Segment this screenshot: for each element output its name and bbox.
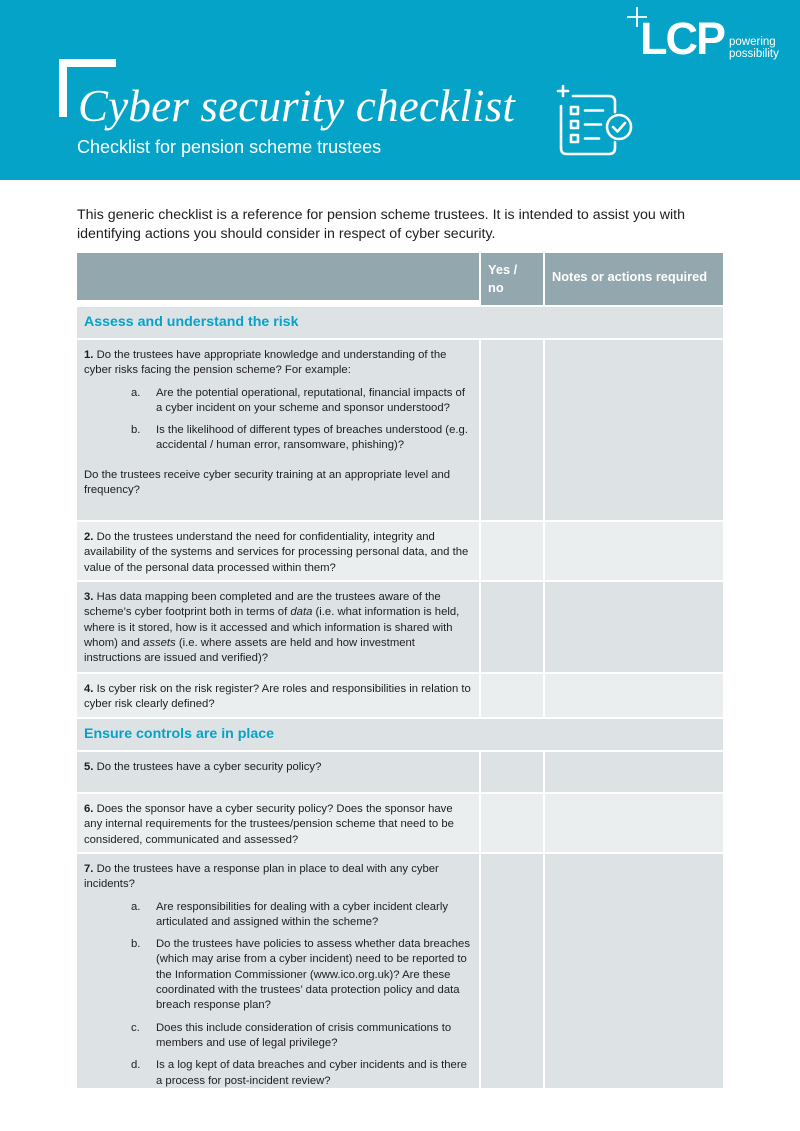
section-title: Assess and understand the risk [84,314,299,330]
page-subtitle: Checklist for pension scheme trustees [77,137,382,157]
sub-question: d. Is a log kept of data breaches and cyber incidents and is there a process for post-incident review? [131,1059,467,1087]
sub-question: a. Are the potential operational, reputational, financial impacts of a cyber incident on your scheme and sponsor understood? [131,386,465,414]
question-column-header [77,253,479,300]
notes-field[interactable] [545,854,723,1088]
yes-no-field[interactable] [481,794,543,852]
notes-field[interactable] [545,794,723,852]
notes-field[interactable] [545,582,723,672]
lcp-logo: LCP [640,13,724,64]
yes-no-field[interactable] [481,674,543,717]
question-cell: 1. Do the trustees have appropriate knowledge and understanding of the cyber risks facing the pension scheme? For example: a. Are the potential operational, reputational, financial impacts of a cyber incident on your scheme and sponsor understood? b. Is the likelihood of different types of breaches understood (e.g. accidental / human error, ransomware, phishing)? Do the trustees receive cyber security training at an appropriate level and frequency? [77,340,479,520]
sub-question: b. Is the likelihood of different types of breaches understood (e.g. accidental / human error, ransomware, phishing)? [131,424,468,452]
question-cell: 3. Has data mapping been completed and are the trustees aware of the scheme’s cyber footprint both in terms of data (i.e. what information is held, where is it stored, how is it accessed and which information is shared with whom) and assets (i.e. where assets are held and how investment instructions are issued and verified)? [77,582,479,672]
table-row [77,340,723,522]
logo-tagline: powering possibility [729,36,779,60]
yes-no-field[interactable] [481,854,543,1088]
table-row [77,854,723,1090]
section-header-row [77,719,723,752]
notes-field[interactable] [545,674,723,717]
table-header-row [77,253,723,307]
checklist-table [77,253,723,1090]
yes-no-field[interactable] [481,752,543,792]
yes-no-field[interactable] [481,340,543,520]
table-row [77,582,723,674]
page-title: Cyber security checklist [78,81,516,131]
table-row [77,674,723,719]
notes-field[interactable] [545,522,723,580]
question-cell: 2. Do the trustees understand the need for confidentiality, integrity and availability of the systems and services for processing personal data, and the value of the personal data processed within them? [77,522,479,580]
section-header-row [77,307,723,340]
table-row [77,522,723,582]
question-cell: 6. Does the sponsor have a cyber security policy? Does the sponsor have any internal requirements for the trustees/pension scheme that need to be considered, communicated and assessed? [77,794,479,852]
sub-question: c. Does this include consideration of crisis communications to members and use of legal privilege? [131,1021,452,1049]
table-row [77,752,723,794]
section-title: Ensure controls are in place [84,726,275,742]
question-cell: 5. Do the trustees have a cyber security policy? [77,752,479,792]
question-cell: 4. Is cyber risk on the risk register? Are roles and responsibilities in relation to cyber risk clearly defined? [77,674,479,717]
header-banner [0,0,800,180]
yes-no-field[interactable] [481,522,543,580]
table-row [77,794,723,854]
sub-question: b. Do the trustees have policies to assess whether data breaches (which may arise from a cyber incident) need to be reported to the Information Commissioner (www.ico.org.uk)? Are these coordinated with the trustees’ data protection policy and data breach response plan? [131,938,470,1012]
checklist-icon [553,84,635,158]
notes-field[interactable] [545,752,723,792]
yes-no-column-header: Yes / no [481,253,543,305]
intro-paragraph: This generic checklist is a reference for pension scheme trustees. It is intended to assist you with identifying actions you should consider in respect of cyber security. [77,207,685,242]
yes-no-field[interactable] [481,582,543,672]
sub-question: a. Are responsibilities for dealing with a cyber incident clearly articulated and assigned within the scheme? [131,900,448,928]
notes-field[interactable] [545,340,723,520]
notes-column-header: Notes or actions required [545,253,723,305]
question-cell: 7. Do the trustees have a response plan in place to deal with any cyber incidents? a. Are responsibilities for dealing with a cyber incident clearly articulated and assigned within the scheme? b. Do the trustees have policies to assess whether data breaches (which may arise from a cyber incident) need to be reported to the Information Commissioner (www.ico.org.uk)? Are these coordinated with the trustees’ data protection policy and data breach response plan? c. Does this include consideration of crisis communications to members and use of legal privilege? d. Is a log kept of data breaches and cyber incidents and is there a process for post-incident review? [77,854,479,1088]
